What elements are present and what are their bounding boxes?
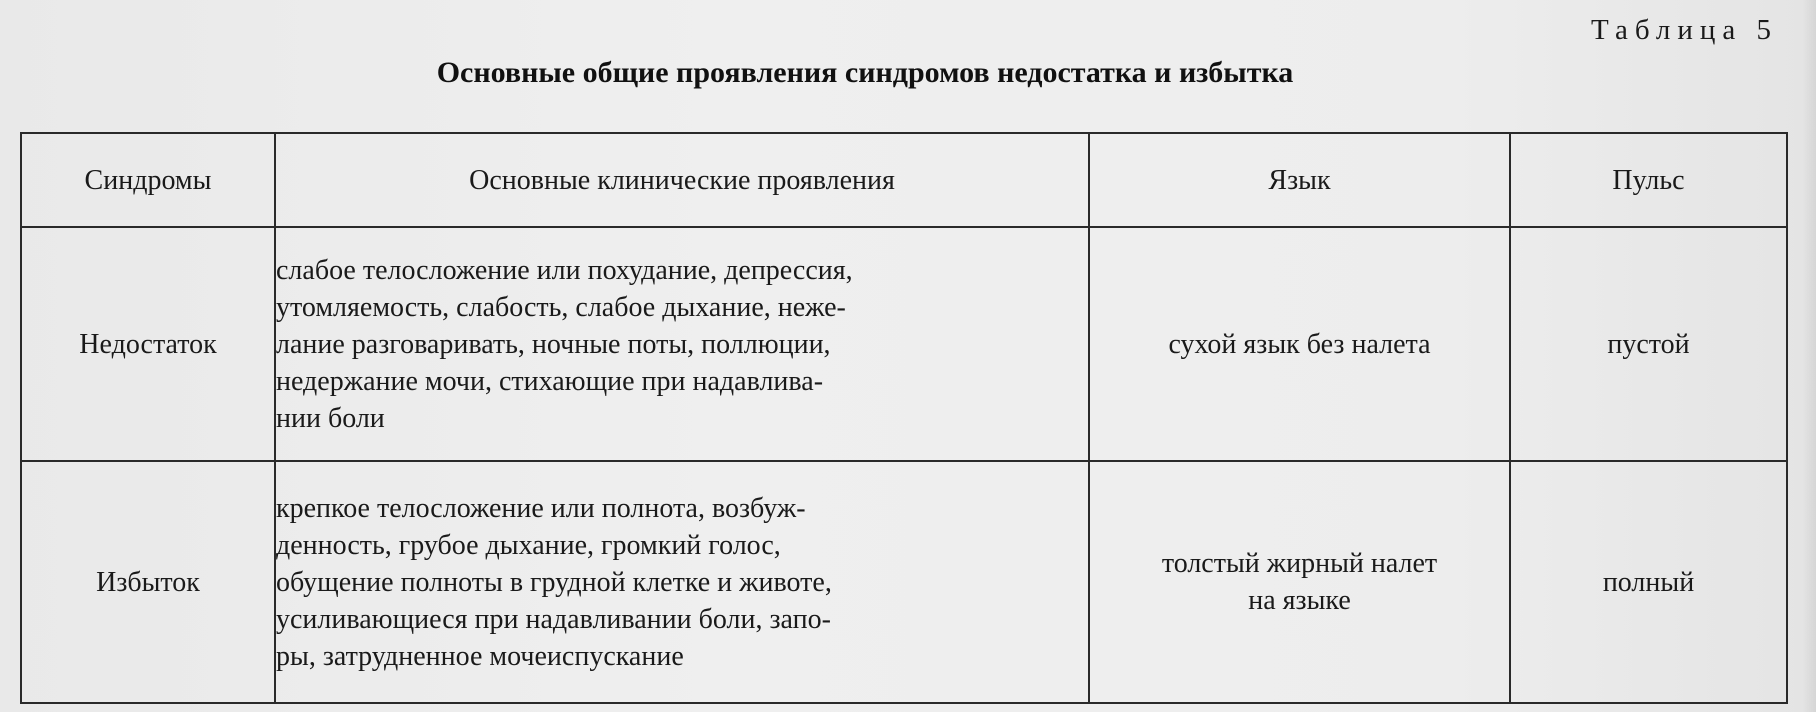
clinical-line: лание разговаривать, ночные поты, поллюции, xyxy=(276,328,831,360)
table-header-row xyxy=(21,133,1787,227)
cell-clinical xyxy=(275,461,1089,703)
clinical-line: денность, грубое дыхание, громкий голос, xyxy=(276,529,781,561)
table-title: Основные общие проявления синдромов недостатка и избытка xyxy=(436,56,1294,89)
cell-syndrome: Избыток xyxy=(21,461,275,703)
tongue-line: на языке xyxy=(1248,585,1351,616)
clinical-line: недержание мочи, стихающие при надавлива- xyxy=(276,365,824,397)
header-pulse: Пульс xyxy=(1510,133,1787,227)
clinical-line: ры, затрудненное мочеиспускание xyxy=(276,640,684,672)
syndromes-table xyxy=(20,132,1788,704)
table-number-label: Таблица 5 xyxy=(1590,14,1778,46)
clinical-line: слабое телосложение или похудание, депрессия, xyxy=(276,254,853,286)
clinical-line: крепкое телосложение или полнота, возбуж- xyxy=(276,492,806,524)
table-row-deficit xyxy=(21,227,1787,461)
clinical-line: нии боли xyxy=(276,402,385,434)
cell-tongue xyxy=(1089,461,1510,703)
table-row-excess xyxy=(21,461,1787,703)
page-edge-shadow xyxy=(1802,0,1816,712)
header-clinical: Основные клинические проявления xyxy=(275,133,1089,227)
cell-tongue xyxy=(1089,227,1510,461)
clinical-line: утомляемость, слабость, слабое дыхание, неже- xyxy=(276,291,846,323)
cell-pulse: полный xyxy=(1510,461,1787,703)
tongue-line: толстый жирный налет xyxy=(1161,548,1438,579)
clinical-line: обущение полноты в грудной клетке и животе, xyxy=(276,566,832,598)
cell-syndrome: Недостаток xyxy=(21,227,275,461)
header-tongue: Язык xyxy=(1089,133,1510,227)
cell-pulse: пустой xyxy=(1510,227,1787,461)
tongue-line: сухой язык без налета xyxy=(1168,328,1431,360)
clinical-line: усиливающиеся при надавливании боли, запо- xyxy=(276,603,831,635)
header-syndromes: Синдромы xyxy=(21,133,275,227)
cell-clinical xyxy=(275,227,1089,461)
